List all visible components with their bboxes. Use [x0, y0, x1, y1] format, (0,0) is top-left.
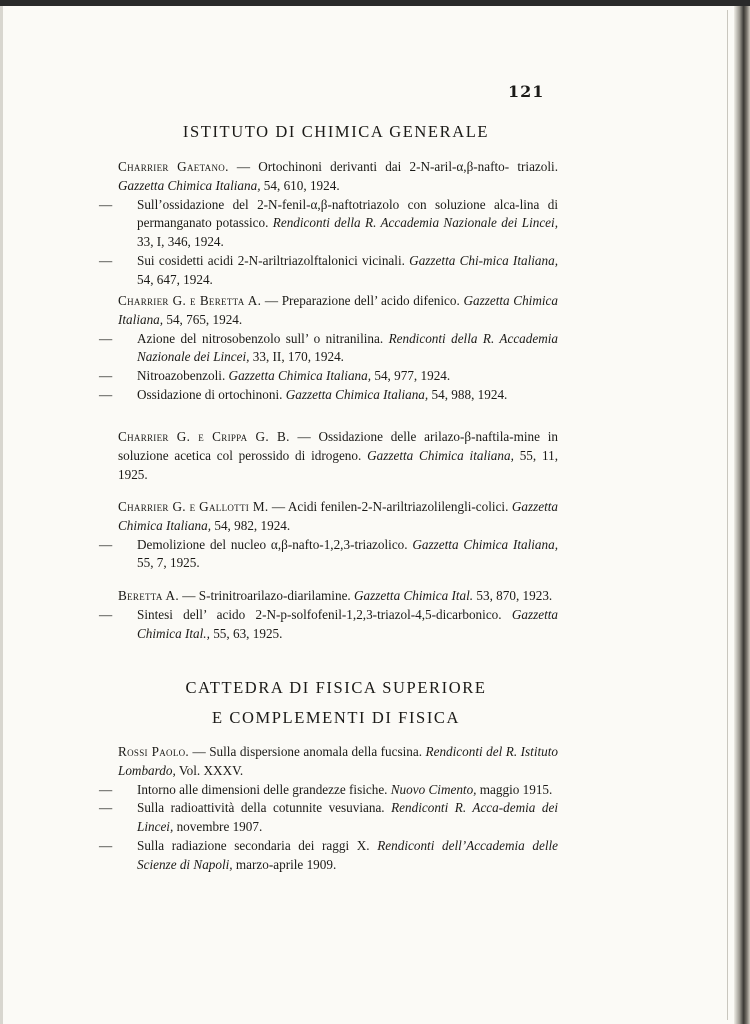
- sub-entry-journal: Rendiconti della R. Accademia Nazionale dei Lincei,: [272, 215, 558, 231]
- sub-entry-title: Ossidazione di ortochinoni.: [137, 386, 283, 402]
- book-binding-edge: [734, 6, 750, 1024]
- entry-journal: Gazzetta Chimica Italiana,: [118, 499, 559, 533]
- sub-entry-journal: Gazzetta Chi-mica Italiana,: [409, 252, 558, 268]
- sub-entry-title: Demolizione del nucleo α,β-nafto-1,2,3-triazolico.: [137, 536, 408, 552]
- section-title-chimica: ISTITUTO DI CHIMICA GENERALE: [182, 122, 490, 141]
- entry-reference: 54, 765, 1924.: [166, 311, 243, 327]
- entry-author: Charrier G. e Beretta A.: [118, 293, 262, 308]
- sub-entry-journal: Rendiconti R. Acca-demia dei Lincei,: [137, 800, 558, 835]
- entry-title: — Preparazione dell’ acido difenico.: [264, 293, 460, 308]
- sub-entry-title: Sui cosidetti acidi 2-N-ariltriazolftalonici vicinali.: [137, 252, 405, 268]
- sub-entry-journal: Rendiconti dell’Accademia delle Scienze di Napoli,: [137, 837, 559, 872]
- sub-entry-title: Intorno alle dimensioni delle grandezze fisiche.: [137, 781, 388, 797]
- section-subtitle-fisica: E COMPLEMENTI DI FISICA: [211, 708, 461, 727]
- entry-reference: Vol. XXXV.: [178, 762, 244, 778]
- sub-entry-reference: 55, 7, 1925.: [137, 555, 200, 571]
- entry-author: Charrier Gaetano.: [118, 159, 229, 174]
- entry-author: Rossi Paolo.: [118, 744, 190, 759]
- entry-journal: Gazzetta Chimica Ital.: [354, 588, 474, 603]
- entry-title: — Acidi fenilen-2-N-ariltriazolilengli-colici.: [271, 499, 509, 514]
- sub-entry-title: Azione del nitrosobenzolo sull’ o nitranilina.: [137, 330, 384, 346]
- sub-entry-reference: maggio 1915.: [479, 781, 553, 797]
- page-number: 121: [508, 82, 545, 101]
- sub-entry-reference: 54, 977, 1924.: [374, 368, 451, 384]
- entry-journal: Rendiconti del R. Istituto Lombardo,: [118, 744, 558, 778]
- sub-entry-reference: 54, 647, 1924.: [137, 271, 213, 287]
- sub-entry-reference: 54, 988, 1924.: [431, 386, 508, 402]
- entry-title-cont: triazoli.: [517, 159, 559, 174]
- entry-journal: Gazzetta Chimica Italiana,: [118, 293, 558, 327]
- page-fold-line: [727, 10, 728, 1020]
- sub-entry-title: Nitroazobenzoli.: [137, 368, 226, 384]
- entry-title: — Ossidazione delle arilazo-β-naftila-mine in soluzione acetica col perossido di idrogeno.: [118, 429, 559, 463]
- sub-entry-journal: Gazzetta Chimica Ital.,: [137, 606, 558, 641]
- entry-reference: 54, 982, 1924.: [214, 517, 291, 533]
- bibliography-entry: Beretta A. — S-trinitroarilazo-diarilamine. Gazzetta Chimica Ital. 53, 870, 1923. — Sintesi dell’ acido 2-N-p-solfofenil-1,2,3-triazol-4,5-dicarbonico. Gazzetta Chimica Ital., 55, 63, 1925.: [99, 588, 558, 641]
- sub-entry-journal: Gazzetta Chimica Italiana,: [285, 386, 429, 402]
- sub-entry-title: Sull’ossidazione del 2-N-fenil-α,β-naftotriazolo con soluzione alca-lina di permanganato potassico.: [137, 196, 558, 231]
- bibliography-entry: Charrier Gaetano. — Ortochinoni derivanti dai 2-N-aril-α,β-nafto- triazoli. Gazzetta Chimica Italiana, 54, 610, 1924. — Sull’ossidazione del 2-N-fenil-α,β-naftotriazolo con soluzione alca-lina di permanganato potassico. Rendiconti della R. Accademia Nazionale dei Lincei, 33, I, 346, 1924. — Sui cosidetti acidi 2-N-ariltriazolftalonici vicinali. Gazzetta Chi-mica Italiana, 54, 647, 1924.: [99, 159, 559, 287]
- bibliography-entry: Rossi Paolo. — Sulla dispersione anomala della fucsina. Rendiconti del R. Istituto Lombardo, Vol. XXXV. — Intorno alle dimensioni delle grandezze fisiche. Nuovo Cimento, maggio 1915. — Sulla radioattività della cotunnite vesuviana. Rendiconti R. Acca-demia dei Lincei, novembre 1907. — Sulla radiazione secondaria dei raggi X. Rendiconti dell’Accademia delle Scienze di Napoli, marzo-aprile 1909.: [99, 744, 559, 872]
- sub-entry-title: Sulla radiazione secondaria dei raggi X.: [137, 837, 370, 853]
- sub-entry-title: Sulla radioattività della cotunnite vesuviana.: [137, 800, 385, 816]
- entry-journal: Gazzetta Chimica italiana,: [367, 447, 514, 463]
- entry-title: — Ortochinoni derivanti dai 2-N-aril-α,β-nafto-: [236, 159, 510, 174]
- sub-entry-reference: novembre 1907.: [176, 819, 263, 835]
- scan-left-edge: [0, 6, 3, 1024]
- sub-entry-reference: marzo-aprile 1909.: [235, 856, 337, 872]
- sub-entry-reference: 33, I, 346, 1924.: [137, 234, 224, 250]
- entry-author: Beretta A.: [118, 588, 179, 603]
- entry-reference: 53, 870, 1923.: [476, 588, 553, 603]
- sub-entry-reference: 55, 63, 1925.: [213, 625, 283, 641]
- bibliography-entry: Charrier G. e Gallotti M. — Acidi fenilen-2-N-ariltriazolilengli-colici. Gazzetta Chimica Italiana, 54, 982, 1924. — Demolizione del nucleo α,β-nafto-1,2,3-triazolico. Gazzetta Chimica Italiana, 55, 7, 1925.: [99, 499, 559, 571]
- entry-reference: 55, 11, 1925.: [118, 447, 558, 482]
- sub-entry-journal: Gazzetta Chimica Italiana,: [412, 536, 558, 552]
- entry-author: Charrier G. e Crippa G. B.: [118, 429, 290, 444]
- entry-title: — S-trinitroarilazo-diarilamine.: [182, 588, 351, 603]
- bibliography-entry: Charrier G. e Beretta A. — Preparazione dell’ acido difenico. Gazzetta Chimica Italiana, 54, 765, 1924. — Azione del nitrosobenzolo sull’ o nitranilina. Rendiconti della R. Accademia Nazionale dei Lincei, 33, II, 170, 1924. — Nitroazobenzoli. Gazzetta Chimica Italiana, 54, 977, 1924. — Ossidazione di ortochinoni. Gazzetta Chimica Italiana, 54, 988, 1924.: [99, 293, 558, 402]
- sub-entry-journal: Nuovo Cimento,: [390, 781, 477, 797]
- entry-title: — Sulla dispersione anomala della fucsina.: [192, 744, 423, 759]
- sub-entry-journal: Rendiconti della R. Accademia Nazionale dei Lincei,: [137, 330, 558, 365]
- section-title-fisica: CATTEDRA DI FISICA SUPERIORE: [185, 678, 487, 697]
- bibliography-entry: [118, 428, 558, 484]
- sub-entry-journal: Gazzetta Chimica Italiana,: [228, 368, 372, 384]
- entry-author: Charrier G. e Gallotti M.: [118, 499, 269, 514]
- scan-top-border: [0, 0, 750, 6]
- sub-entry-title: Sintesi dell’ acido 2-N-p-solfofenil-1,2,3-triazol-4,5-dicarbonico.: [137, 606, 502, 622]
- entry-reference: 54, 610, 1924.: [263, 177, 340, 193]
- entry-journal: Gazzetta Chimica Italiana,: [118, 177, 261, 193]
- sub-entry-reference: 33, II, 170, 1924.: [252, 349, 344, 365]
